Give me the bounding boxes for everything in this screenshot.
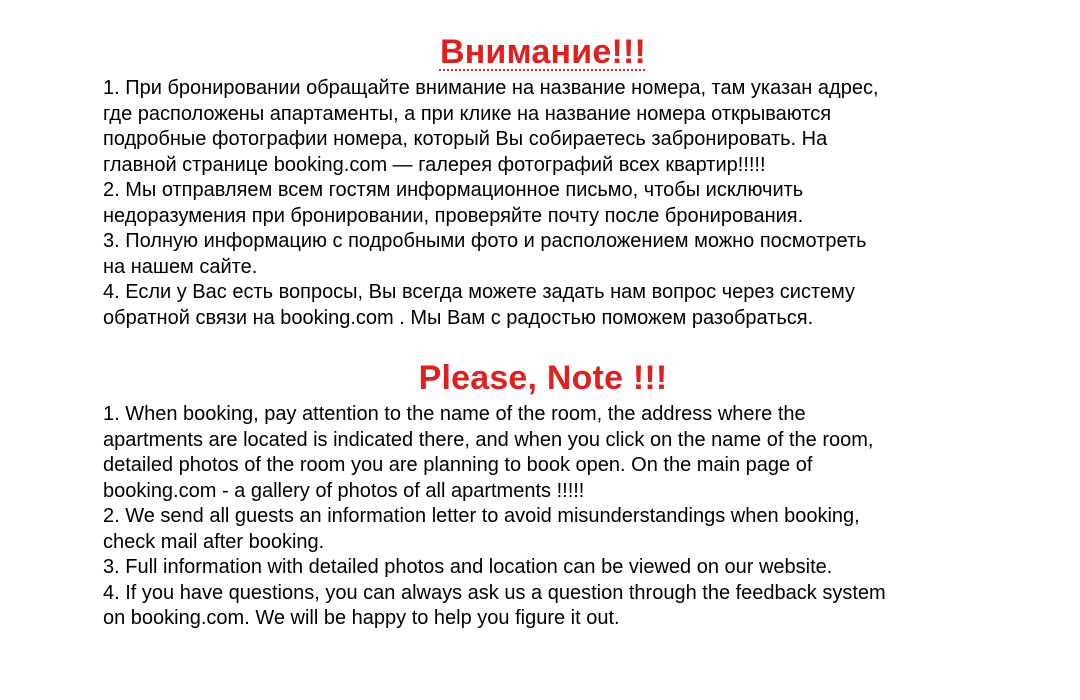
russian-line: на нашем сайте. xyxy=(103,255,258,278)
english-notice-text xyxy=(103,402,1003,632)
english-line: check mail after booking. xyxy=(103,530,325,553)
russian-line: недоразумения при бронировании, проверяйте почту после бронирования. xyxy=(103,204,804,227)
russian-notice-section xyxy=(103,30,1003,331)
russian-line: подробные фотографии номера, который Вы собираетесь забронировать. На xyxy=(103,128,828,150)
russian-line: 4. Если у Вас есть вопросы, Вы всегда можете задать нам вопрос через систему xyxy=(103,281,856,303)
english-line: apartments are located is indicated there, and when you click on the name of the room, xyxy=(103,428,874,451)
russian-line: главной странице booking.com — галерея фотографий всех квартир!!!!! xyxy=(103,153,766,176)
english-notice-section xyxy=(103,356,1003,632)
english-line: booking.com - a gallery of photos of all apartments !!!!! xyxy=(103,479,585,502)
english-line: on booking.com. We will be happy to help you figure it out. xyxy=(103,607,620,629)
english-line: 3. Full information with detailed photos and location can be viewed on our website. xyxy=(103,556,833,578)
russian-notice-text xyxy=(103,76,1003,331)
english-line: detailed photos of the room you are planning to book open. On the main page of xyxy=(103,454,813,476)
russian-line: обратной связи на booking.com . Мы Вам с радостью поможем разобраться. xyxy=(103,306,814,329)
russian-line: 2. Мы отправляем всем гостям информационное письмо, чтобы исключить xyxy=(103,179,804,201)
english-line: 4. If you have questions, you can always ask us a question through the feedback system xyxy=(103,581,886,604)
russian-line: 3. Полную информацию с подробными фото и расположением можно посмотреть xyxy=(103,230,867,252)
russian-line: 1. При бронировании обращайте внимание на название номера, там указан адрес, xyxy=(103,77,879,99)
russian-heading: Внимание!!! xyxy=(439,33,647,71)
english-line: 1. When booking, pay attention to the name of the room, the address where the xyxy=(103,403,806,425)
russian-line: где расположены апартаменты, а при клике на название номера открываются xyxy=(103,102,832,125)
english-heading: Please, Note !!! xyxy=(418,359,668,397)
english-line: 2. We send all guests an information letter to avoid misunderstandings when booking, xyxy=(103,505,860,527)
